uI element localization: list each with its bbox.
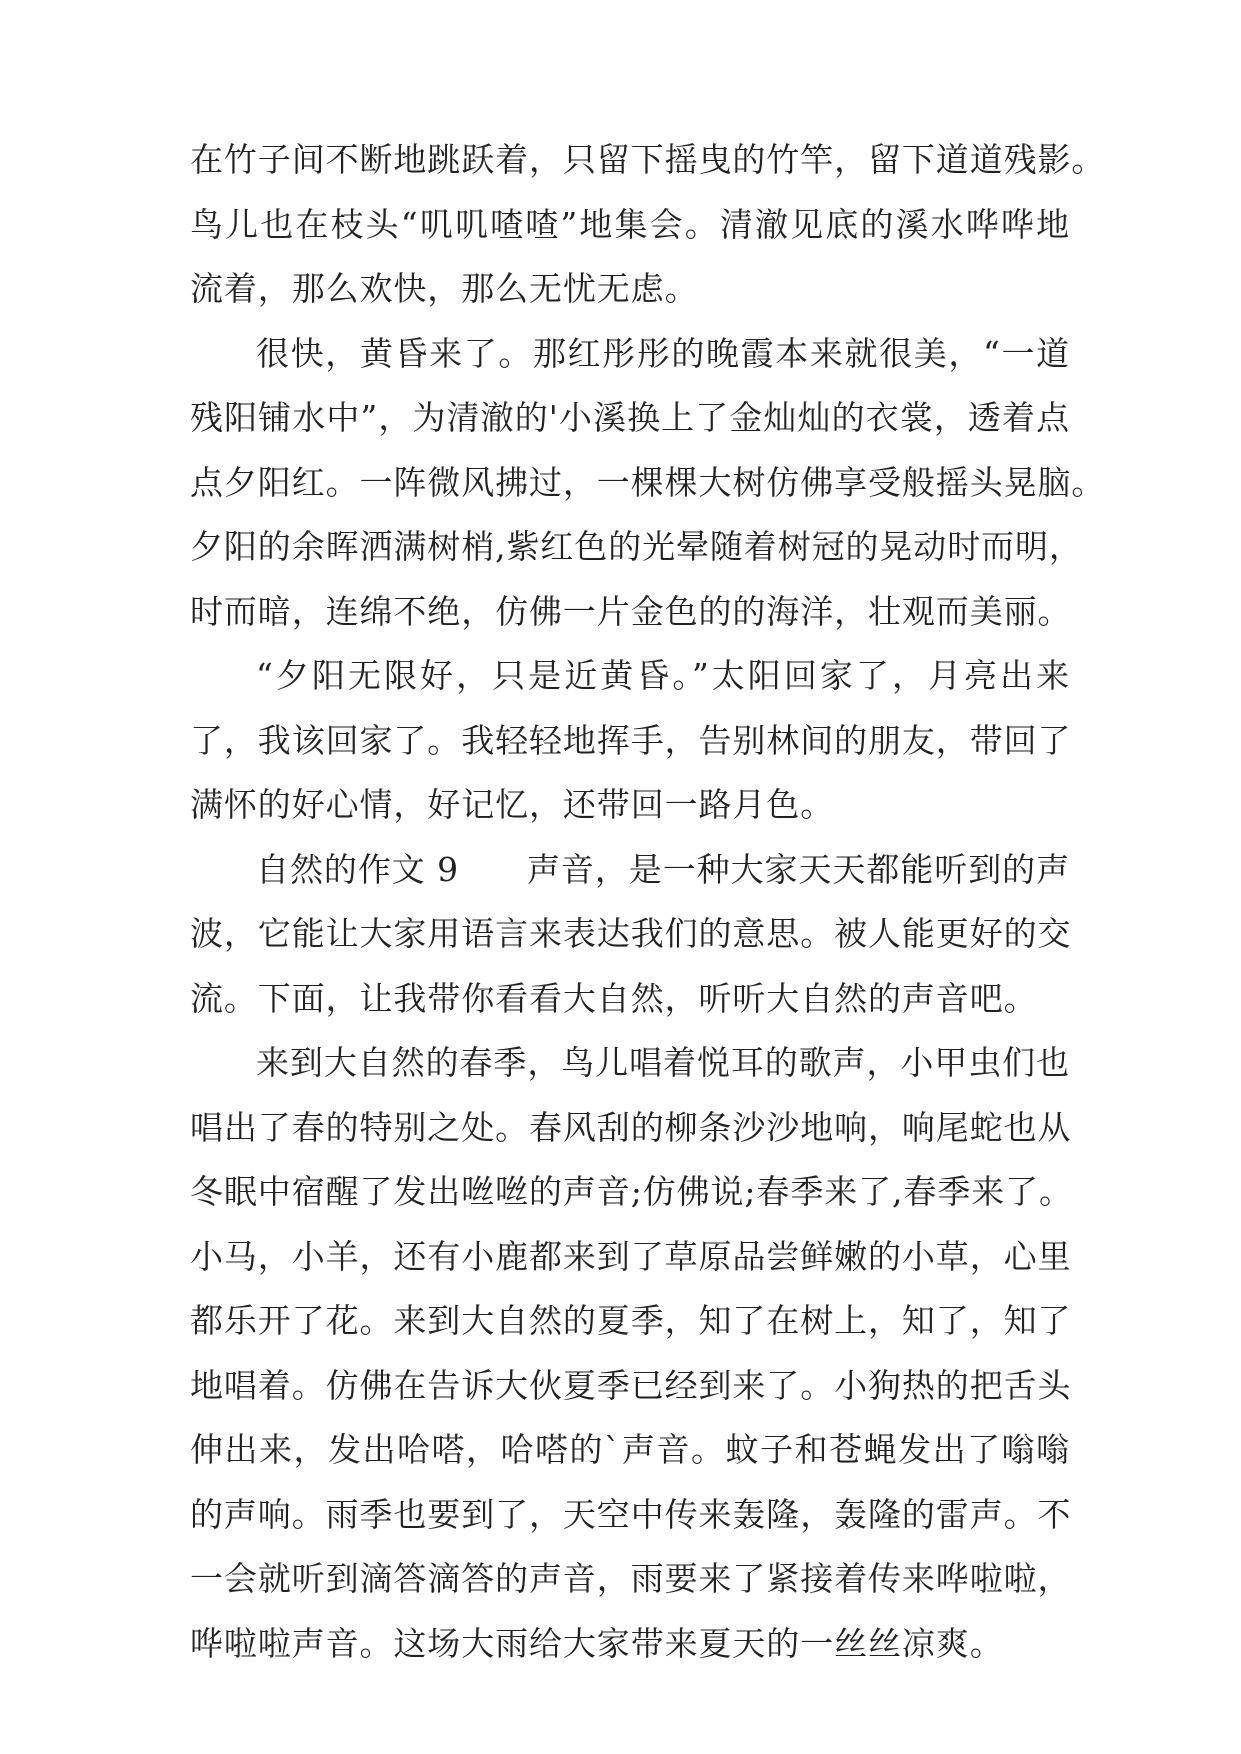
- text-line: 哗啦啦声音。这场大雨给大家带来夏天的一丝丝凉爽。: [190, 1623, 1004, 1663]
- text-line: 在竹子间不断地跳跃着，只留下摇曳的竹竿，留下道道残影。: [190, 140, 1106, 179]
- text-line: 地唱着。仿佛在告诉大伙夏季已经到来了。小狗热的把舌头: [190, 1365, 1072, 1405]
- text-line: 伸出来，发出哈嗒，哈嗒的`声音。蚊子和苍蝇发出了嗡嗡: [190, 1430, 1070, 1469]
- text-line: 一会就听到滴答滴答的声音，雨要来了紧接着传来哗啦啦，: [190, 1559, 1072, 1598]
- text-line: 来到大自然的春季，鸟儿唱着悦耳的歌声，小甲虫们也: [256, 1043, 1070, 1082]
- text-line: 波，它能让大家用语言来表达我们的意思。被人能更好的交: [190, 914, 1072, 953]
- text-line: 满怀的好心情，好记忆，还带回一路月色。: [190, 785, 835, 824]
- text-line: 的声响。雨季也要到了，天空中传来轰隆，轰隆的雷声。不: [190, 1494, 1072, 1534]
- text-line: 了，我该回家了。我轻轻地挥手，告别林间的朋友，带回了: [190, 720, 1072, 760]
- text-line: 小马，小羊，还有小鹿都来到了草原品尝鲜嫩的小草，心里: [190, 1236, 1072, 1276]
- text-line: 唱出了春的特别之处。春风刮的柳条沙沙地响，响尾蛇也从: [190, 1107, 1072, 1147]
- text-line: 时而暗，连绵不绝，仿佛一片金色的的海洋，壮观而美丽。: [190, 591, 1072, 631]
- text-line: 都乐开了花。来到大自然的夏季，知了在树上，知了，知了: [190, 1301, 1072, 1340]
- text-line: 鸟儿也在枝头“叽叽喳喳”地集会。清澈见底的溪水哗哗地: [190, 204, 1070, 244]
- text-line: 流。下面，让我带你看看大自然，听听大自然的声音吧。: [190, 978, 1038, 1018]
- text-line: 很快，黄昏来了。那红彤彤的晚霞本来就很美，“一道: [256, 333, 1070, 373]
- text-line: 自然的作文 9 声音，是一种大家天天都能听到的声: [256, 849, 1070, 889]
- text-line: 冬眠中宿醒了发出咝咝的声音;仿佛说;春季来了,春季来了。: [190, 1172, 1073, 1211]
- text-line: 残阳铺水中”，为清澈的'小溪换上了金灿灿的衣裳，透着点: [190, 398, 1070, 437]
- essay-text: [190, 128, 1106, 1676]
- text-line: 夕阳的余晖洒满树梢,紫红色的光晕随着树冠的晃动时而明，: [190, 527, 1083, 566]
- text-line: 流着，那么欢快，那么无忧无虑。: [190, 269, 699, 308]
- text-line: “夕阳无限好，只是近黄昏。”太阳回家了，月亮出来: [256, 656, 1070, 695]
- text-line: 点夕阳红。一阵微风拂过，一棵棵大树仿佛享受般摇头晃脑。: [190, 462, 1106, 502]
